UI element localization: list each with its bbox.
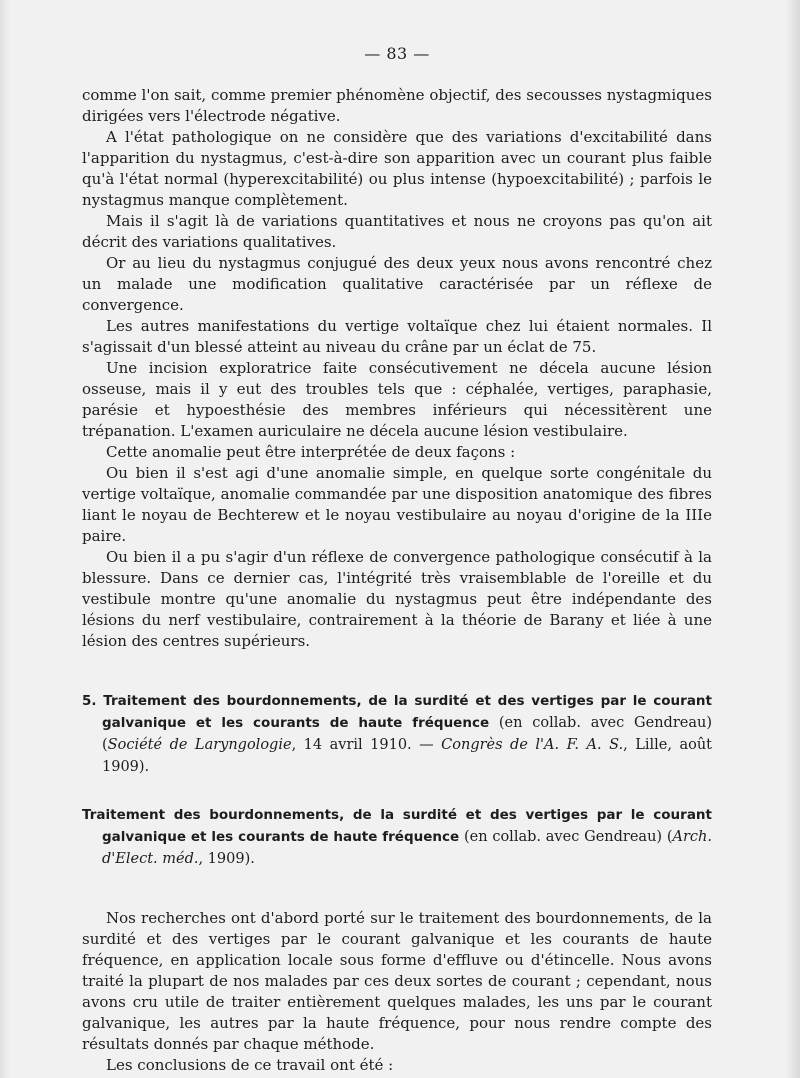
spacer [82,870,712,908]
paragraph-4: Les autres manifestations du vertige voltaïque chez lui étaient normales. Il s'agissait d'un blessé atteint au niveau du crâne par un éclat de 75. [82,317,712,356]
heading-5-italic: Société de Laryngologie [107,737,292,753]
paragraph-3: Or au lieu du nystagmus conjugué des deux yeux nous avons rencontré chez un malade une modification qualitative caractérisée par un réflexe de convergence. [82,254,712,314]
heading-5-rest-2: , Lille, août 1909). [102,737,712,775]
heading-5-plain: (en collab. avec Gendreau) ( [102,715,712,753]
heading-5-bold: 5. Traitement des bourdonnements, de la surdité et des vertiges par le courant galvanique et les courants de haute fréquence [82,693,712,731]
heading-5-rest: , 14 avril 1910. — [291,737,442,753]
heading-5-italic-2: Congrès de l'A. F. A. S. [441,737,624,753]
paragraph-5: Une incision exploratrice faite consécutivement ne décela aucune lésion osseuse, mais il y eut des troubles tels que : céphalée, vertiges, paraphasie, parésie et hypoesthésie des membres inférieurs qui nécessitèrent une trépanation. L'examen auriculaire ne décela aucune lésion vestibulaire. [82,359,712,440]
spacer [82,778,712,804]
heading-sub-plain: (en collab. avec Gendreau) ( [459,829,673,845]
spacer [82,652,712,690]
heading-sub-bold: Traitement des bourdonnements, de la surdité et des vertiges par le courant galvanique et les courants de haute fréquence [82,807,712,845]
paragraph-6: Cette anomalie peut être interprétée de deux façons : [106,443,516,461]
heading-sub-rest: , 1909). [198,851,255,867]
section-heading-sub [82,804,712,870]
paragraph-10: Les conclusions de ce travail ont été : [106,1056,394,1074]
section-heading-5 [82,690,712,778]
paragraph-1: A l'état pathologique on ne considère que des variations d'excitabilité dans l'apparition du nystagmus, c'est-à-dire son apparition avec un courant plus faible qu'à l'état normal (hyperexcitabilité) ou plus intense (hypoexcitabilité) ; parfois le nystagmus manque complètement. [82,128,712,209]
heading-sub-italic: Arch. d'Elect. méd. [102,829,713,867]
paragraph-9: Nos recherches ont d'abord porté sur le traitement des bourdonnements, de la surdité et des vertiges par le courant galvanique et les courants de haute fréquence, en application locale sous forme d'effluve ou d'étincelle. Nous avons traité la plupart de nos malades par ces deux sortes de courant ; cependant, nous avons cru utile de traiter entièrement quelques malades, les uns par le courant galvanique, les autres par la haute fréquence, pour nous rendre compte des résultats donnés par chaque méthode. [82,909,712,1053]
paragraph-0: comme l'on sait, comme premier phénomène objectif, des secousses nystagmiques dirigées vers l'électrode négative. [82,86,712,125]
paragraph-2: Mais il s'agit là de variations quantitatives et nous ne croyons pas qu'on ait décrit des variations qualitatives. [82,212,712,251]
paragraph-7: Ou bien il s'est agi d'une anomalie simple, en quelque sorte congénitale du vertige voltaïque, anomalie commandée par une disposition anatomique des fibres liant le noyau de Bechterew et le noyau vestibulaire au noyau d'origine de la IIIe paire. [82,464,712,545]
paragraph-8: Ou bien il a pu s'agir d'un réflexe de convergence pathologique consécutif à la blessure. Dans ce dernier cas, l'intégrité très vraisemblable de l'oreille et du vestibule montre qu'une anomalie du nystagmus peut être indépendante des lésions du nerf vestibulaire, contrairement à la théorie de Barany et liée à une lésion des centres supérieurs. [82,548,712,650]
page-number: — 83 — [364,44,430,63]
